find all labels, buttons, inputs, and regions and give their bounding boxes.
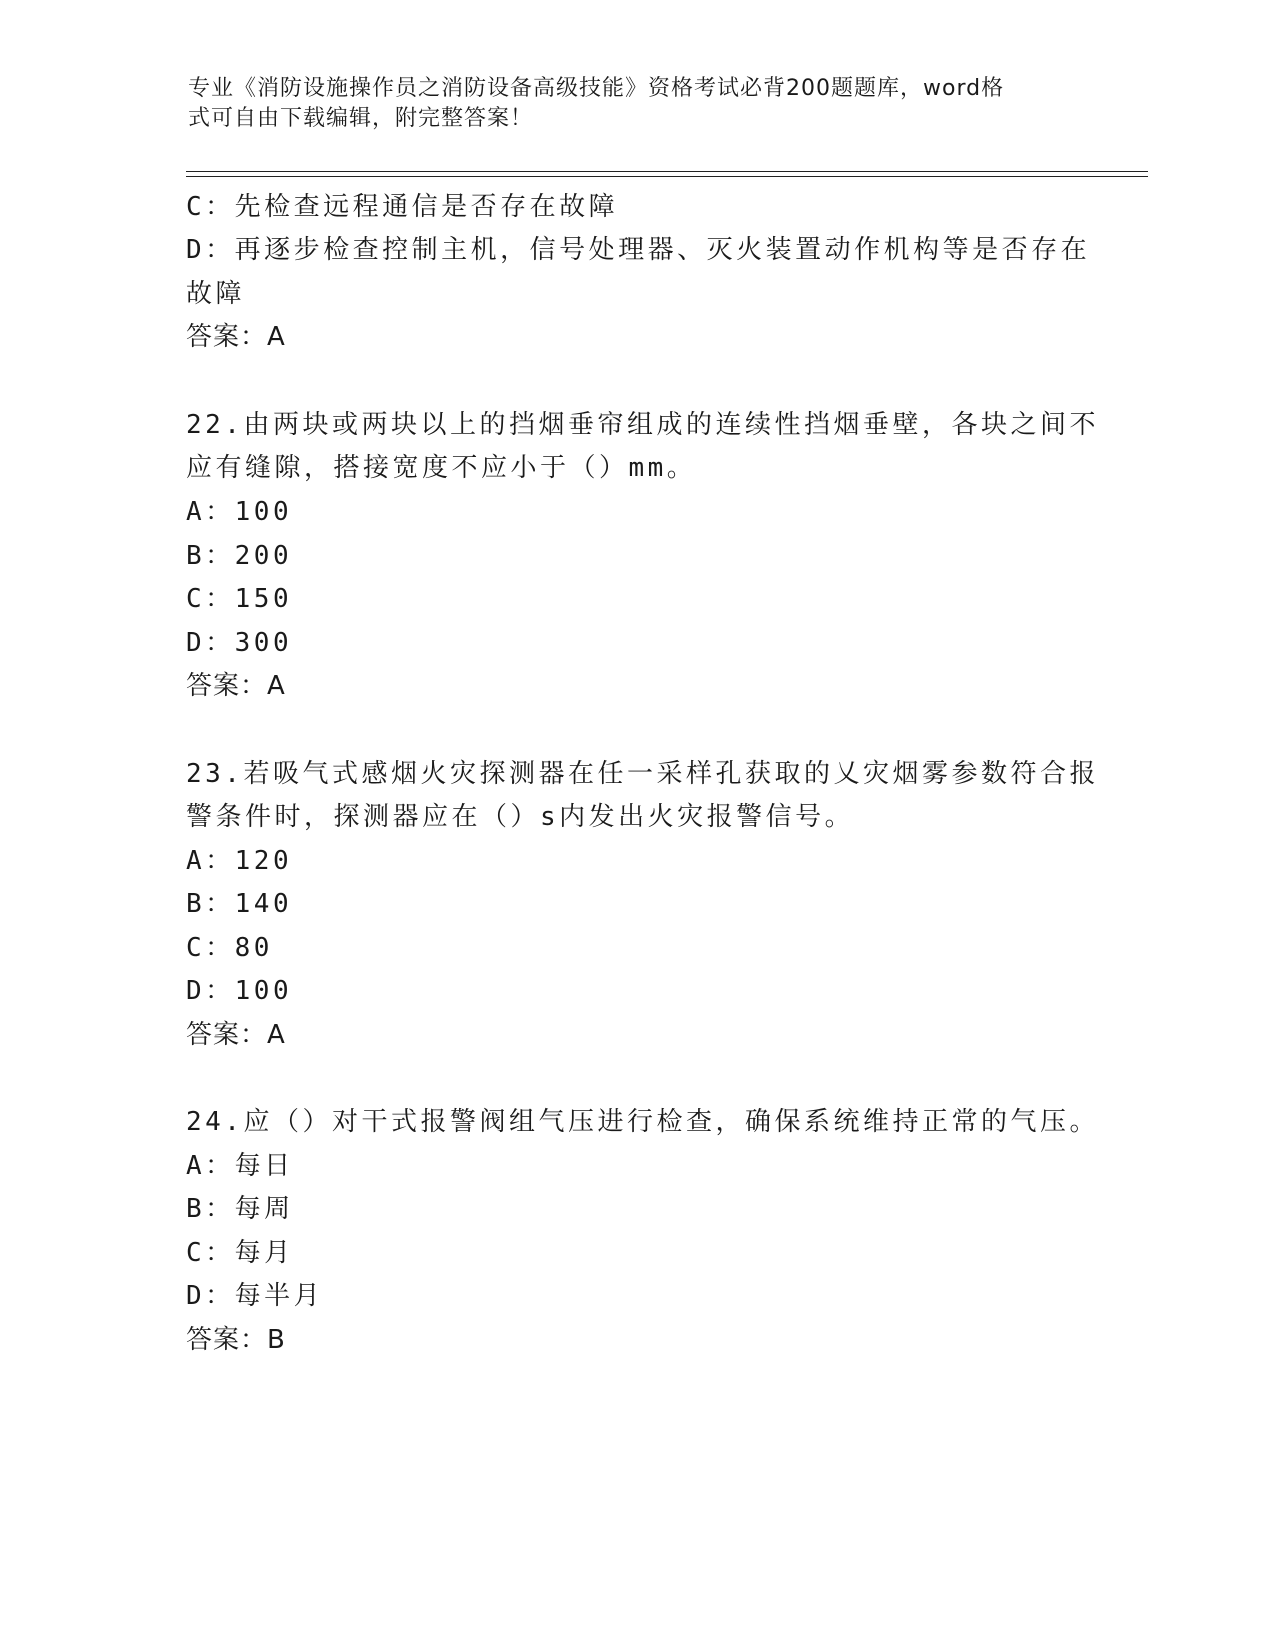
- header-rule-bottom: [186, 176, 1148, 177]
- q23-option-a: A：120: [186, 846, 293, 876]
- q24-option-b: B：每周: [186, 1194, 294, 1224]
- q23-stem-line-1: 23.若吸气式感烟火灾探测器在任一采样孔获取的乂灾烟雾参数符合报: [186, 759, 1099, 789]
- q22-stem-line-2: 应有缝隙，搭接宽度不应小于（）mm。: [186, 453, 697, 483]
- prev-option-d-line-2: 故障: [186, 279, 246, 309]
- header-title-line-2: 式可自由下载编辑，附完整答案！: [188, 106, 534, 131]
- q22-option-a: A：100: [186, 497, 293, 527]
- prev-answer: 答案：A: [186, 322, 286, 352]
- q22-option-d: D：300: [186, 628, 293, 658]
- q24-stem-line-1: 24.应（）对干式报警阀组气压进行检查，确保系统维持正常的气压。: [186, 1107, 1099, 1137]
- q23-answer: 答案：A: [186, 1020, 286, 1050]
- prev-option-c: C：先检查远程通信是否存在故障: [186, 192, 619, 222]
- header-rule-top: [186, 171, 1148, 172]
- prev-option-d-line-1: D：再逐步检查控制主机，信号处理器、灭火装置动作机构等是否存在: [186, 235, 1091, 265]
- q23-option-d: D：100: [186, 976, 293, 1006]
- q24-option-c: C：每月: [186, 1238, 294, 1268]
- q24-option-d: D：每半月: [186, 1281, 324, 1311]
- q22-option-b: B：200: [186, 541, 293, 571]
- q22-stem-line-1: 22.由两块或两块以上的挡烟垂帘组成的连续性挡烟垂壁，各块之间不: [186, 410, 1099, 440]
- q24-answer: 答案：B: [186, 1325, 286, 1355]
- q22-option-c: C：150: [186, 584, 293, 614]
- header-title-line-1: 专业《消防设施操作员之消防设备高级技能》资格考试必背200题题库，word格: [188, 76, 1005, 101]
- q24-option-a: A：每日: [186, 1151, 294, 1181]
- q22-answer: 答案：A: [186, 671, 286, 701]
- q23-stem-line-2: 警条件时，探测器应在（）s内发出火灾报警信号。: [186, 802, 855, 832]
- q23-option-c: C：80: [186, 933, 273, 963]
- q23-option-b: B：140: [186, 889, 293, 919]
